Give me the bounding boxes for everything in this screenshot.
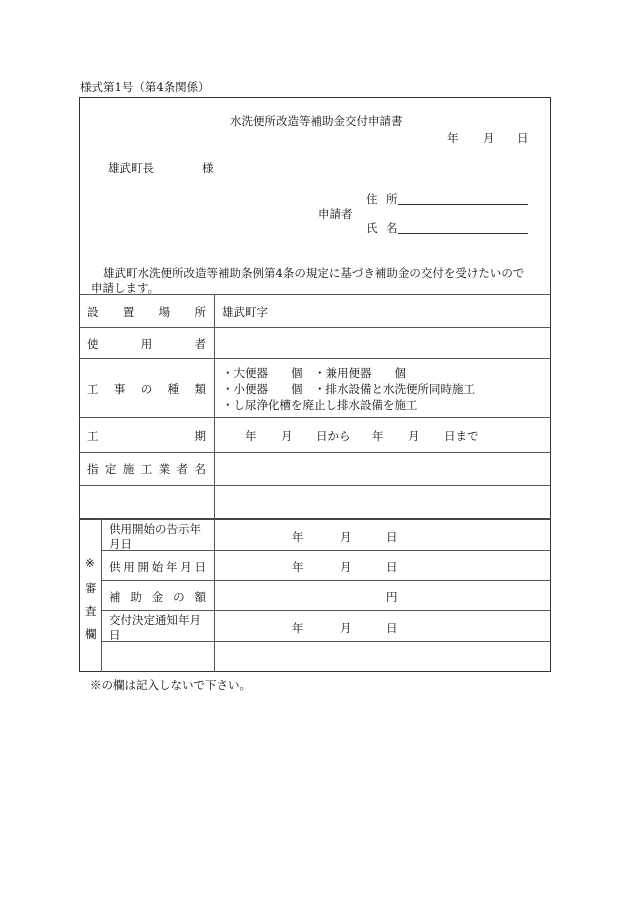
user-label: 使 用 者 [87,337,206,351]
public-notice-month[interactable]: 月 [340,530,352,544]
form-number: 様式第1号（第4条関係） [80,80,210,94]
divider [101,550,551,551]
start-date-year[interactable]: 年 [292,560,304,574]
period-end-year[interactable]: 年 [372,429,384,443]
date-day: 日 [517,131,529,145]
statement-line-1: 雄武町水洗便所改造等補助条例第4条の規定に基づき補助金の交付を受けたいので [103,266,525,280]
decision-year[interactable]: 年 [292,621,304,635]
period-start-day[interactable]: 日から [316,429,351,443]
divider [79,485,551,486]
work-type-option-1[interactable]: ・大便器 個 ・兼用便器 個 [222,366,406,380]
period-start-month[interactable]: 月 [281,429,293,443]
date-month: 月 [483,131,495,145]
footnote: ※の欄は記入しないで下さい。 [90,678,251,692]
start-date-month[interactable]: 月 [340,560,352,574]
review-mark: ※ [85,556,95,570]
start-date-label: 供 用 開 始 年 月 日 [109,560,206,574]
work-type-option-3[interactable]: ・し尿浄化槽を廃止し排水設備を施工 [222,398,418,412]
public-notice-label-line-2: 月日 [109,537,132,551]
location-value[interactable]: 雄武町字 [222,305,268,319]
address-field[interactable] [398,204,528,205]
user-field[interactable] [216,329,550,357]
column-divider [214,294,215,672]
review-label-1: 審 [85,581,97,595]
divider [101,610,551,611]
contractor-label: 指 定 施 工 業 者 名 [87,462,206,476]
decision-month[interactable]: 月 [340,621,352,635]
start-date-day[interactable]: 日 [386,560,398,574]
date-year: 年 [447,131,459,145]
name-field[interactable] [398,233,528,234]
addressee-honorific: 様 [202,161,214,175]
address-label-2: 所 [386,192,398,206]
review-section-divider [79,518,551,520]
statement-line-2: 申請します。 [91,281,160,295]
review-label-2: 査 [85,604,97,618]
work-type-label: 工 事 の 種 類 [87,382,206,396]
column-divider [101,518,102,672]
decision-day[interactable]: 日 [386,621,398,635]
review-label-3: 欄 [85,627,97,641]
period-end-day[interactable]: 日まで [444,429,479,443]
name-label-1: 氏 [366,221,378,235]
amount-unit[interactable]: 円 [386,590,398,604]
blank-field[interactable] [216,487,550,517]
public-notice-label-line-1: 供用開始の告示年 [109,522,201,536]
work-type-option-2[interactable]: ・小便器 個 ・排水設備と水洗便所同時施工 [222,382,475,396]
period-end-month[interactable]: 月 [408,429,420,443]
divider [79,417,551,418]
addressee: 雄武町長 [108,161,154,175]
period-start-year[interactable]: 年 [245,429,257,443]
form-title: 水洗便所改造等補助金交付申請書 [230,114,403,128]
address-label-1: 住 [366,192,378,206]
period-label: 工 期 [87,429,206,443]
applicant-label: 申請者 [318,207,353,221]
location-label: 設 置 場 所 [87,305,206,319]
public-notice-year[interactable]: 年 [292,530,304,544]
divider [79,452,551,453]
divider [79,358,551,359]
divider [79,327,551,328]
contractor-field[interactable] [216,454,550,484]
divider [101,580,551,581]
divider [101,641,551,642]
decision-label-line-2: 日 [109,628,121,642]
name-label-2: 名 [386,221,398,235]
public-notice-day[interactable]: 日 [386,530,398,544]
amount-label: 補 助 金 の 額 [109,590,206,604]
decision-label-line-1: 交付決定通知年月 [109,613,201,627]
